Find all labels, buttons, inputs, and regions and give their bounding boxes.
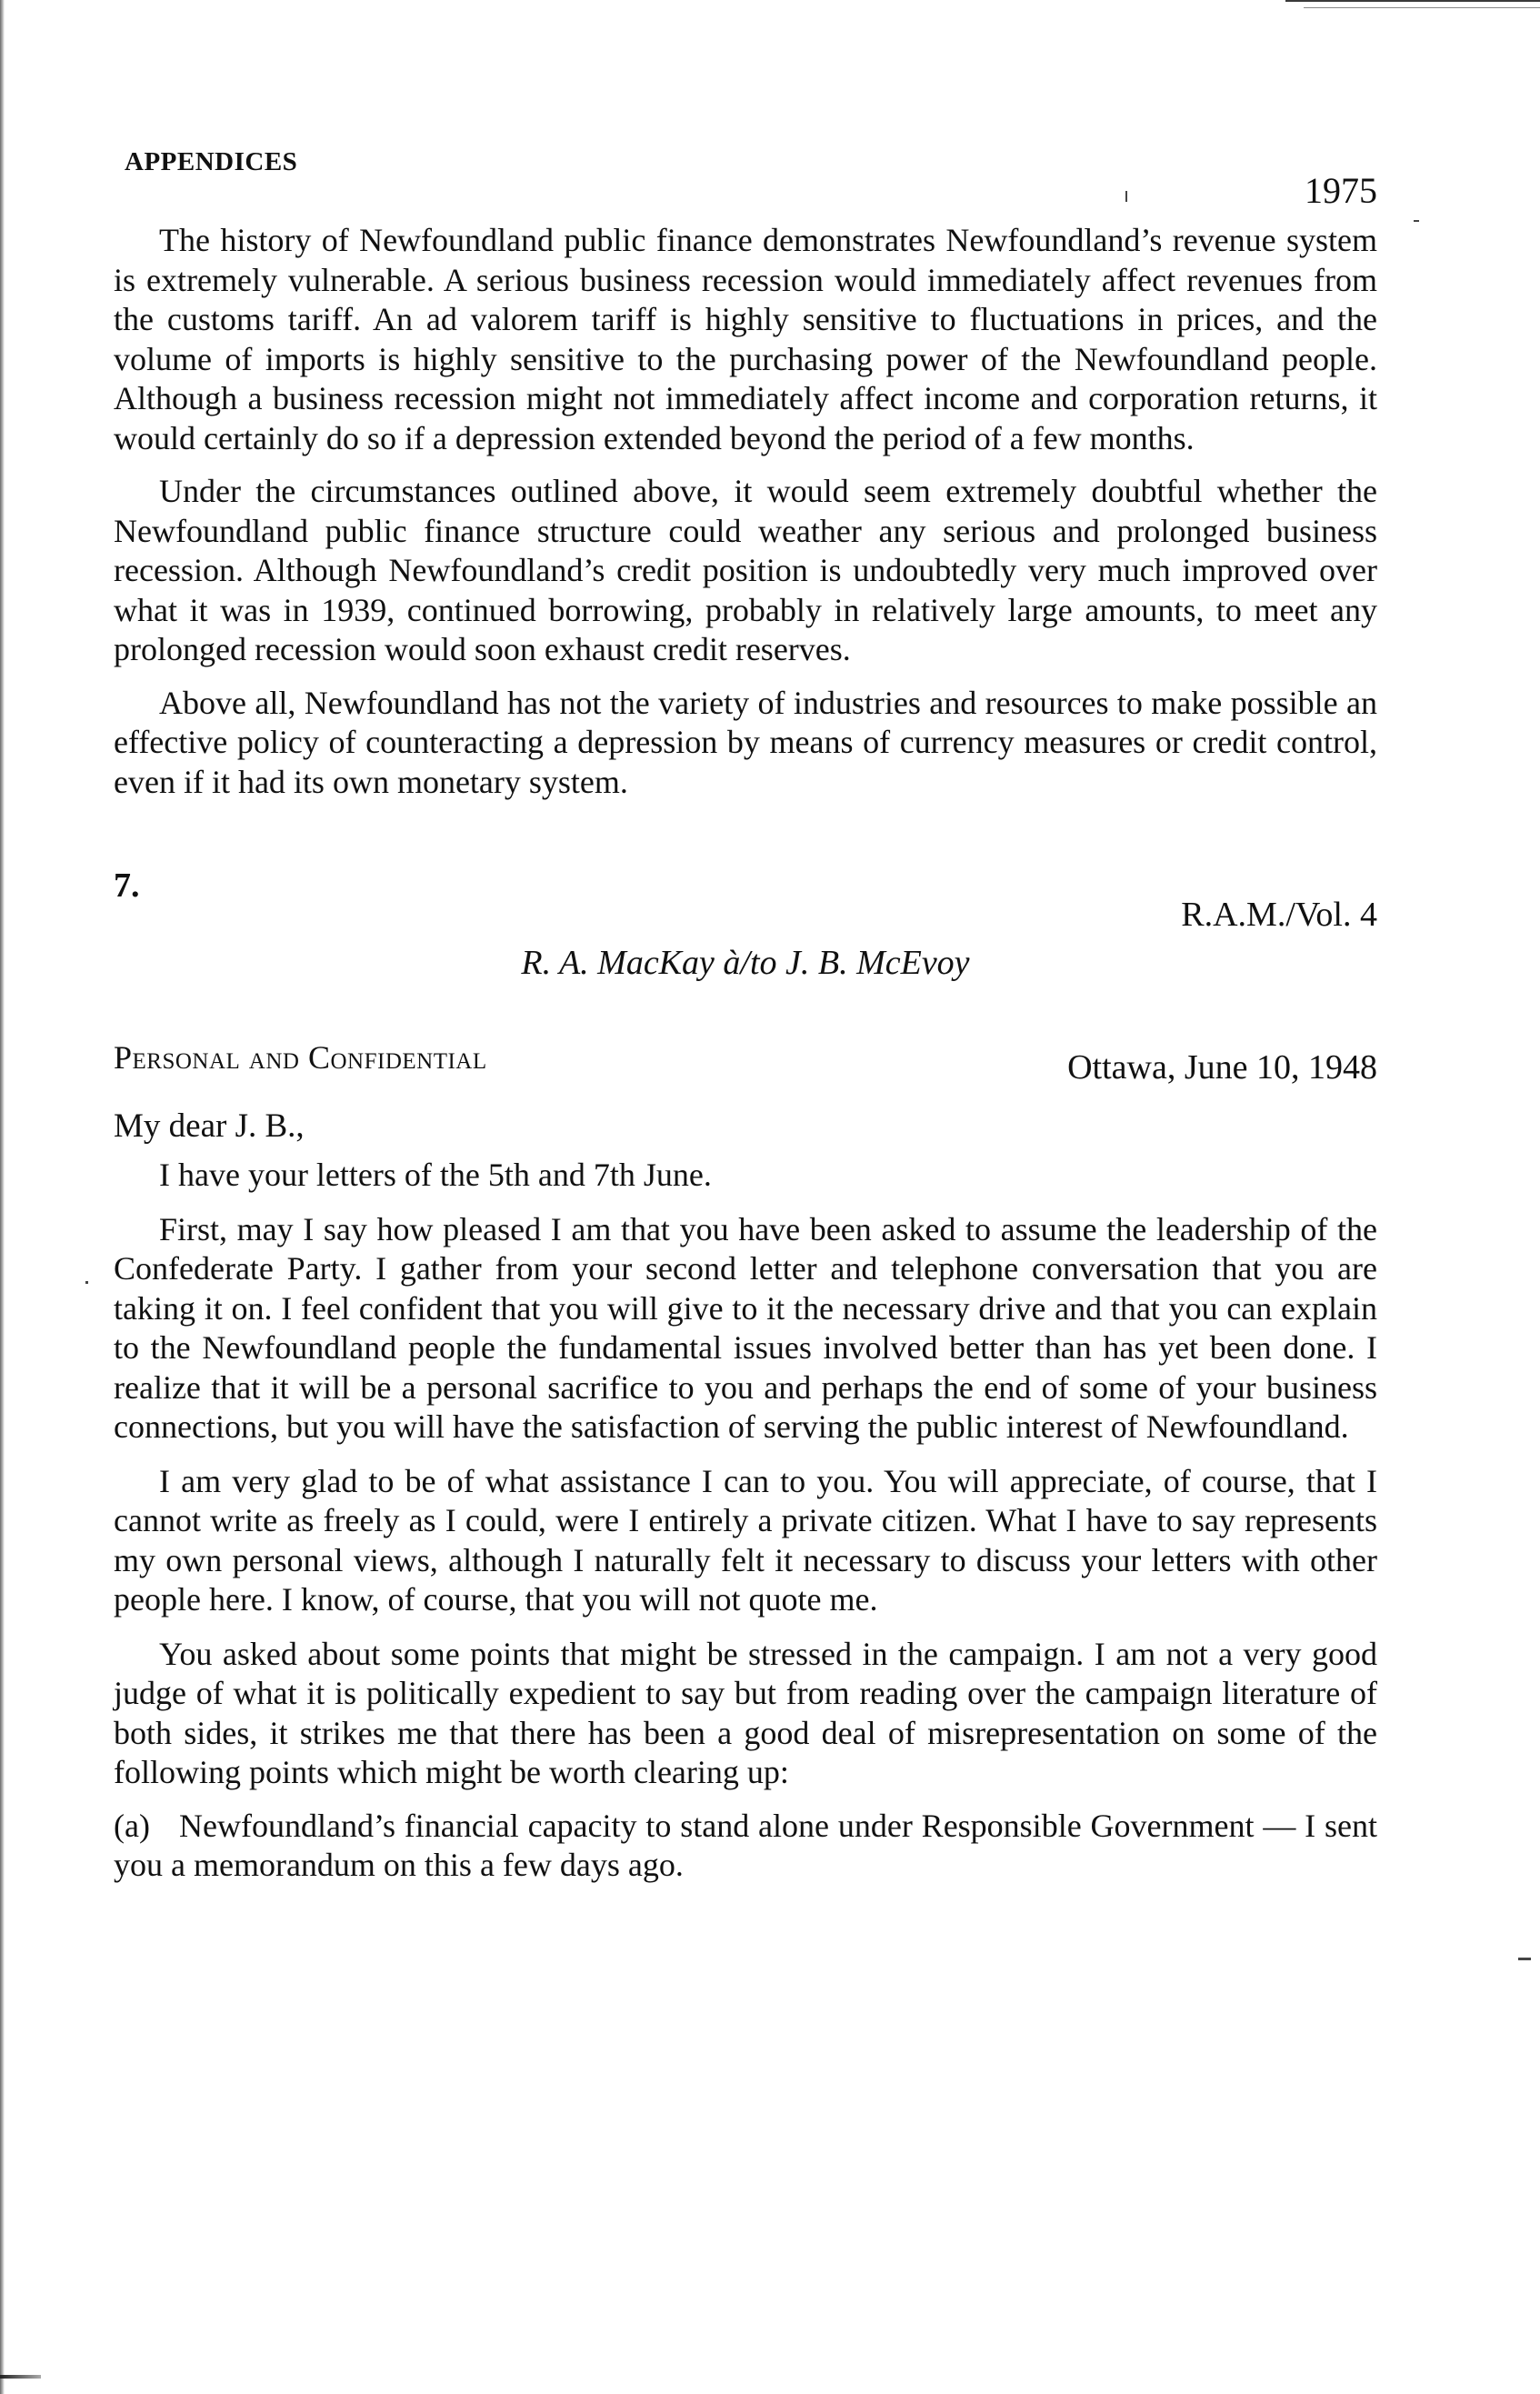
- list-item: [114, 1807, 1377, 1886]
- bottom-scan-mark: [0, 2375, 41, 2379]
- scan-edge-left: [0, 0, 5, 2394]
- classification-label: Personal and Confidential: [114, 1039, 487, 1076]
- intro-paragraph: Above all, Newfoundland has not the variety of industries and resources to make possible an effective policy of counteracting a depression by means of currency measures or credit control, even if it had its own monetary system.: [114, 684, 1377, 800]
- document-header: [114, 856, 1377, 1038]
- stray-scan-mark: [1125, 191, 1127, 202]
- scan-edge-top-secondary: [1304, 7, 1540, 8]
- intro-paragraph: The history of Newfoundland public finance demonstrates Newfoundland’s revenue system is extremely vulnerable. A serious business recession would immediately affect revenues from the customs tariff. An ad valorem tariff is highly sensitive to fluctuations in prices, and the volume of imports is highly sensitive to the purchasing power of the Newfoundland people. Although a business recession might not immediately affect income and corporation returns, it would certainly do so if a depression extended beyond the period of a few months.: [114, 222, 1377, 456]
- stray-scan-mark: [1414, 220, 1419, 222]
- stray-scan-mark: [1518, 1958, 1531, 1960]
- document-number: 7.: [114, 866, 140, 905]
- running-head: [114, 136, 1377, 214]
- list-item-label: (a): [114, 1807, 150, 1844]
- stray-scan-mark: [85, 1281, 88, 1284]
- salutation: My dear J. B.,: [114, 1107, 305, 1145]
- document-reference: R.A.M./Vol. 4: [1181, 896, 1377, 934]
- page: [114, 136, 1377, 1886]
- letter-paragraph: I am very glad to be of what assistance I can to you. You will appreciate, of course, that I cannot write as freely as I could, were I entirely a private citizen. What I have to say represents my own personal views, although I naturally felt it necessary to discuss your letters with other people here. I know, of course, that you will not quote me.: [114, 1462, 1377, 1618]
- scan-edge-top: [1285, 0, 1540, 2]
- document-title: R. A. MacKay à/to J. B. McEvoy: [521, 944, 970, 982]
- letter-paragraph: First, may I say how pleased I am that you have been asked to assume the leadership of the Confederate Party. I gather from your second letter and telephone conversation that you are taking it on. I feel confident that you will give to it the necessary drive and that you can explain to the Newfoundland people the fundamental issues involved better than has yet been done. I realize that it will be a personal sacrifice to you and perhaps the end of some of your business connections, but you will have the satisfaction of serving the public interest of Newfoundland.: [114, 1210, 1377, 1445]
- list-item-text: Newfoundland’s financial capacity to stand alone under Responsible Government — I sent you a memorandum on this a few days ago.: [114, 1807, 1377, 1883]
- dateline: Ottawa, June 10, 1948: [1067, 1048, 1377, 1087]
- letter-paragraph: You asked about some points that might be stressed in the campaign. I am not a very good judge of what it is politically expedient to say but from reading over the campaign literature of both sides, it strikes me that there has been a good deal of misrepresentation on some of the following points which might be worth clearing up:: [114, 1635, 1377, 1790]
- page-number: 1975: [1305, 170, 1377, 211]
- intro-paragraph: Under the circumstances outlined above, it would seem extremely doubtful whether the Newfoundland public finance structure could weather any serious and prolonged business recession. Although Newfoundland’s credit position is undoubtedly very much improved over what it was in 1939, continued borrowing, probably in relatively large amounts, to meet any prolonged recession would soon exhaust credit reserves.: [114, 473, 1377, 667]
- section-title: APPENDICES: [125, 147, 298, 176]
- letter-paragraph: I have your letters of the 5th and 7th June.: [159, 1157, 712, 1193]
- letter-meta-row: [114, 1038, 1377, 1093]
